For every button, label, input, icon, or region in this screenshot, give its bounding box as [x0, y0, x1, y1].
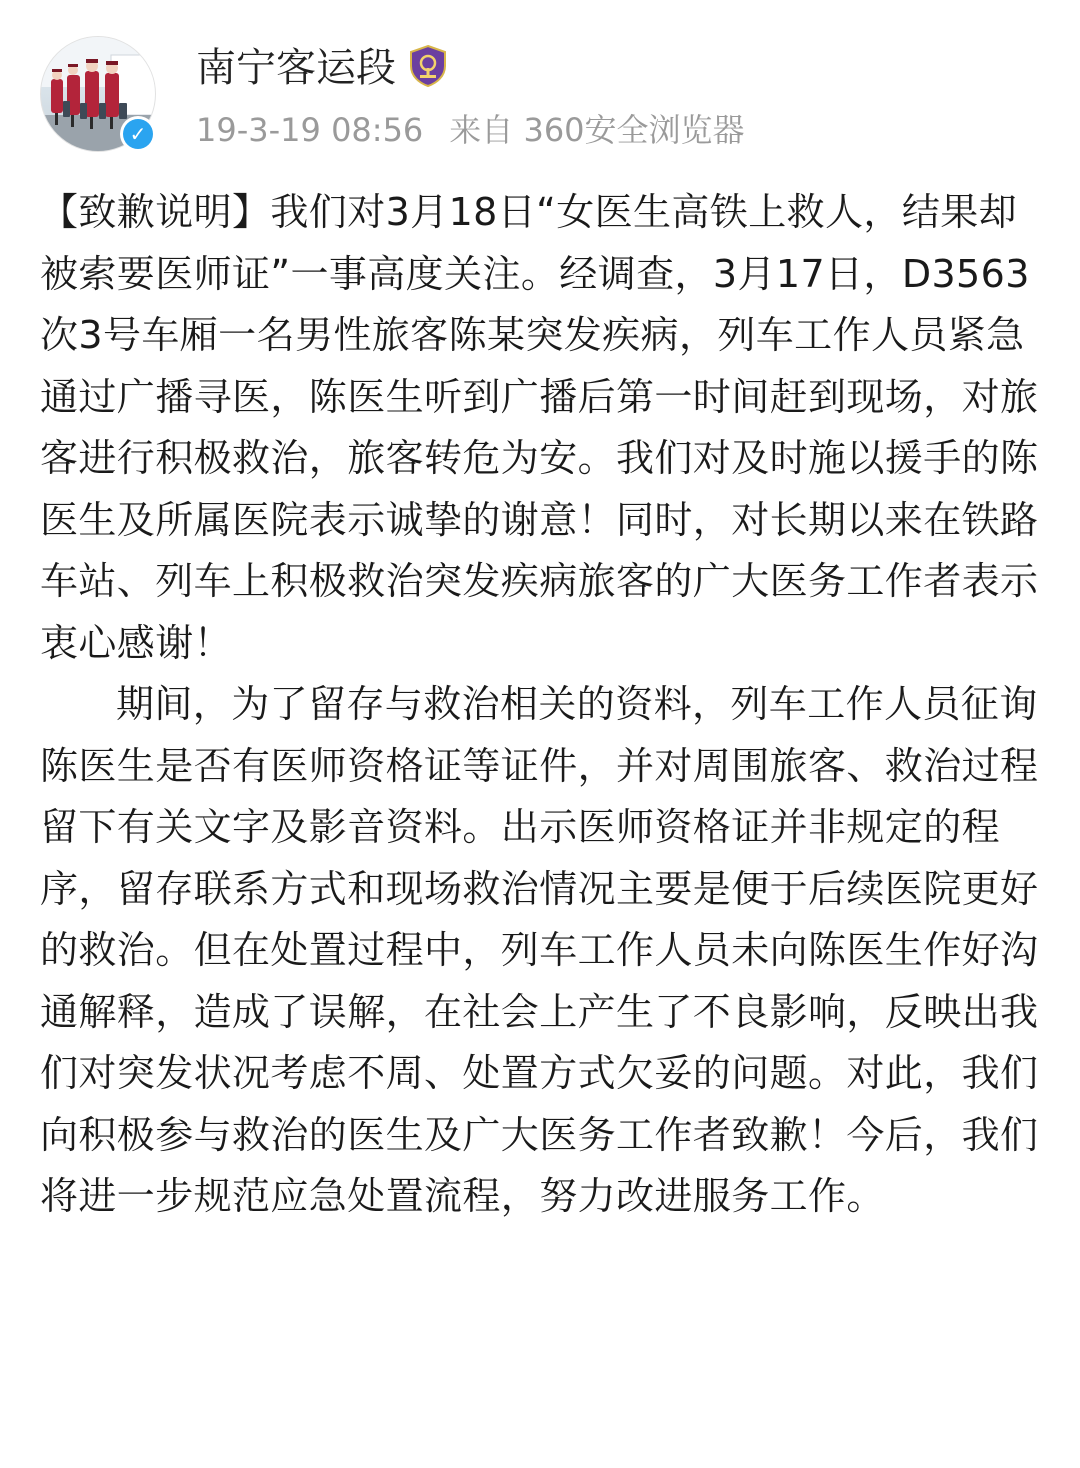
verified-badge	[120, 116, 156, 152]
post-body	[40, 182, 1040, 1228]
post-timestamp[interactable]: 19-3-19 08:56	[196, 111, 424, 149]
post-paragraph-1: 【致歉说明】我们对3月18日“女医生高铁上救人，结果却被索要医师证”一事高度关注。经调查，3月17日，D3563次3号车厢一名男性旅客陈某突发疾病，列车工作人员紧急通过广播寻医，陈医生听到广播后第一时间赶到现场，对旅客进行积极救治，旅客转危为安。我们对及时施以援手的陈医生及所属医院表示诚挚的谢意！同时，对长期以来在铁路车站、列车上积极救治突发疾病旅客的广大医务工作者表示衷心感谢！	[40, 190, 1039, 665]
post-header	[40, 36, 1040, 156]
post-paragraph-2: 期间，为了留存与救治相关的资料，列车工作人员征询陈医生是否有医师资格证等证件，并对周围旅客、救治过程留下有关文字及影音资料。出示医师资格证并非规定的程序，留存联系方式和现场救治情况主要是便于后续医院更好的救治。但在处置过程中，列车工作人员未向陈医生作好沟通解释，造成了误解，在社会上产生了不良影响，反映出我们对突发状况考虑不周、处置方式欠妥的问题。对此，我们向积极参与救治的医生及广大医务工作者致歉！今后，我们将进一步规范应急处置流程，努力改进服务工作。	[40, 682, 1039, 1218]
account-name[interactable]: 南宁客运段	[196, 45, 396, 91]
railway-emblem-icon	[408, 44, 448, 88]
post-meta	[196, 108, 745, 152]
post-source: 来自 360安全浏览器	[449, 111, 745, 149]
account-name-row[interactable]	[196, 40, 448, 96]
avatar-container[interactable]	[40, 36, 156, 152]
verified-v-icon: ✓	[123, 119, 153, 149]
